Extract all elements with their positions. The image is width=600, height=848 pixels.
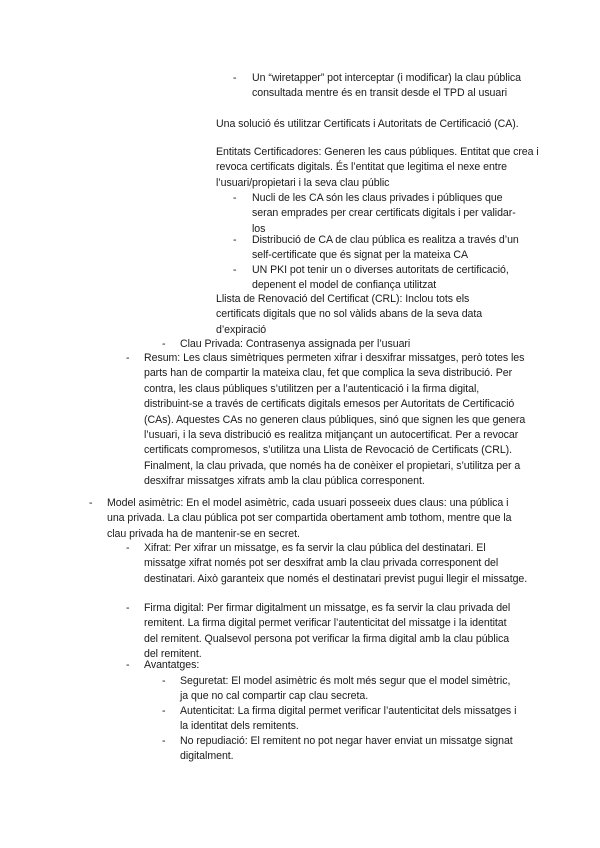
digital-signature-item: Firma digital: Per firmar digitalment un missatge, es fa servir la clau privada del remitent. La firma digital permet verificar l’autenticitat del missatge i la identitat del remitent. Qualsevol persona pot verificar la firma digital amb la clau pública del remitent.: [144, 602, 511, 661]
non-repudiation-item: No repudiació: El remitent no pot negar haver enviat un missatge signat digitalment.: [180, 735, 513, 763]
bullet-marker: -: [233, 264, 237, 276]
advantages-item: Avantatges:: [144, 659, 200, 671]
bullet-marker: -: [126, 602, 130, 614]
bullet-marker: -: [233, 72, 237, 84]
private-key-item: Clau Privada: Contrasenya assignada per l’usuari: [180, 338, 411, 350]
ca-distribution-item: Distribució de CA de clau pública es realitza a través d’un self-certificate que és signat per la mateixa CA: [252, 234, 519, 262]
bullet-marker: -: [162, 735, 166, 747]
bullet-marker: -: [126, 542, 130, 554]
ca-entities-paragraph: Entitats Certificadores: Generen les caus públiques. Entitat que crea i revoca certificats digitals. És l’entitat que legitima el nexe entre l’usuari/propietari i la seva clau públic: [216, 146, 539, 189]
bullet-marker: -: [162, 675, 166, 687]
ca-nucleus-item: Nucli de les CA són les claus privades i públiques que seran emprades per crear certificats digitals i per validar-los: [252, 192, 516, 235]
pki-item: UN PKI pot tenir un o diverses autoritats de certificació, depenent el model de confiança utilitzat: [252, 264, 509, 292]
bullet-marker: -: [233, 234, 237, 246]
solution-paragraph: Una solució és utilitzar Certificats i Autoritats de Certificació (CA).: [216, 118, 519, 130]
crl-paragraph: Llista de Renovació del Certificat (CRL): Inclou tots els certificats digitals que no sol vàlids abans de la seva data d’expiració: [216, 293, 483, 336]
bullet-marker: -: [162, 705, 166, 717]
encryption-item: Xifrat: Per xifrar un missatge, es fa servir la clau pública del destinatari. El missatge xifrat només pot ser desxifrat amb la clau privada corresponent del destinatari. Això garanteix que només el destinatari previst pugui llegir el missatge.: [144, 542, 528, 585]
asymmetric-model-item: Model asimètric: En el model asimètric, cada usuari posseeix dues claus: una pública i una privada. La clau pública pot ser compartida obertament amb tothom, mentre que la clau privada ha de mantenir-se en secret.: [107, 497, 512, 540]
authenticity-item: Autenticitat: La firma digital permet verificar l’autenticitat dels missatges i la identitat dels remitents.: [180, 705, 517, 733]
bullet-marker: -: [162, 338, 166, 350]
wiretapper-item: Un “wiretapper” pot interceptar (i modificar) la clau pública consultada mentre és en transit desde el TPD al usuari: [252, 72, 521, 100]
bullet-marker: -: [126, 659, 130, 671]
bullet-marker: -: [89, 497, 93, 509]
bullet-marker: -: [233, 192, 237, 204]
security-item: Seguretat: El model asimètric és molt més segur que el model simètric, ja que no cal compartir cap clau secreta.: [180, 675, 511, 703]
bullet-marker: -: [126, 352, 130, 364]
summary-item: Resum: Les claus simètriques permeten xifrar i desxifrar missatges, però totes les parts han de compartir la mateixa clau, fet que complica la seva distribució. Per contra, les claus públiques s’utilitzen per a l’autenticació i la firma digital, distribuint-se a través de certificats digitals emesos per Autoritats de Certificació (CAs). Aquestes CAs no generen claus públiques, sinó que signen les que genera l’usuari, i la seva distribució es realitza mitjançant un autocertificat. Per a revocar certificats compromesos, s’utilitza una Llista de Revocació de Certificats (CRL). Finalment, la clau privada, que només ha de conèixer el propietari, s’utilitza per a desxifrar missatges xifrats amb la clau pública corresponent.: [144, 352, 526, 488]
